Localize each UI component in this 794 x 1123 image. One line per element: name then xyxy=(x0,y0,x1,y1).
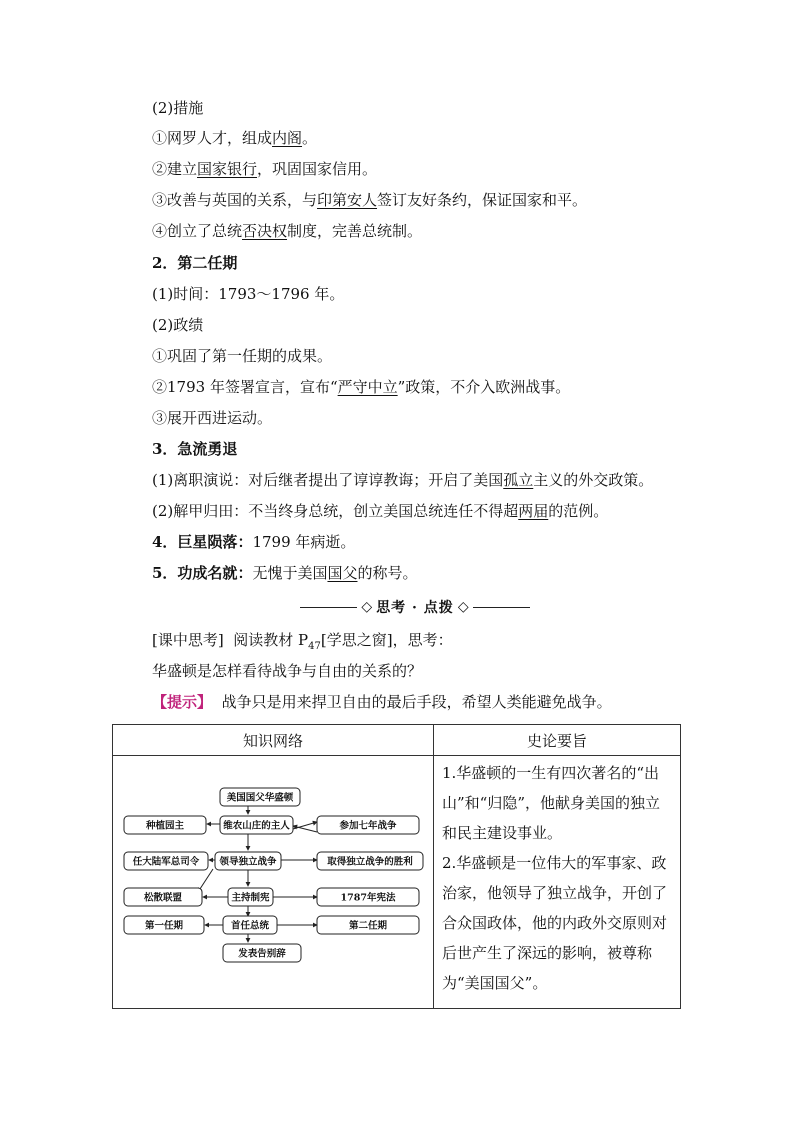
politics-item-1: ①巩固了第一任期的成果。 xyxy=(152,347,333,365)
think-tag: [课中思考] xyxy=(152,631,224,649)
node-first-label: 第一任期 xyxy=(144,920,184,932)
measure-item-1: ①网罗人才，组成内阁。 xyxy=(152,129,318,147)
measures-heading: (2)措施 xyxy=(152,99,204,117)
diamond-icon: ◇ xyxy=(361,599,373,615)
second-term-heading: 2．第二任期 xyxy=(152,254,238,272)
node-farm-label: 维农山庄的主人 xyxy=(223,820,290,832)
node-top-label: 美国国父华盛顿 xyxy=(226,792,294,804)
measure-item-3: ③改善与英国的关系，与印第安人签订友好条约，保证国家和平。 xyxy=(152,191,588,209)
measure-item-2: ②建立国家银行，巩固国家信用。 xyxy=(152,160,378,178)
node-commander-label: 任大陆军总司令 xyxy=(132,856,200,868)
node-confed-label: 松散联盟 xyxy=(143,892,183,904)
think-divider xyxy=(300,597,530,617)
table-header-network: 知识网络 xyxy=(113,725,434,756)
divider-title: 思考 · 点拨 xyxy=(376,600,454,616)
second-term-politics-heading: (2)政绩 xyxy=(152,316,204,334)
node-plant-label: 种植园主 xyxy=(145,820,185,832)
node-president-label: 首任总统 xyxy=(230,920,270,932)
node-constitution-lead-label: 主持制宪 xyxy=(231,892,270,904)
node-constitution-label: 1787年宪法 xyxy=(340,892,396,904)
summary-table xyxy=(112,724,681,1009)
politics-item-2: ②1793 年签署宣言，宣布“严守中立”政策，不介入欧洲战事。 xyxy=(152,378,571,396)
divider-rule-right xyxy=(473,607,530,608)
retire-heading: 3．急流勇退 xyxy=(152,440,238,458)
retire-item-1: (1)离职演说：对后继者提出了谆谆教诲；开启了美国孤立主义的外交政策。 xyxy=(152,471,654,489)
node-lead-label: 领导独立战争 xyxy=(219,856,277,868)
knowledge-network-cell xyxy=(113,756,434,1009)
essay-point-1: 1.华盛顿的一生有四次著名的“出山”和“归隐”，他献身美国的独立和民主建设事业。 xyxy=(442,764,661,842)
node-farewell-label: 发表告别辞 xyxy=(238,948,286,960)
node-victory-label: 取得独立战争的胜利 xyxy=(327,856,413,868)
achieve-line: 5．功成名就：无愧于美国国父的称号。 xyxy=(152,564,418,582)
essay-cell xyxy=(434,756,681,1009)
think-hint: 【提示】 战争只是用来捍卫自由的最后手段，希望人类能避免战争。 xyxy=(152,693,612,711)
knowledge-network-diagram xyxy=(113,756,433,1004)
hint-label: 【提示】 xyxy=(152,693,213,711)
divider-rule-left xyxy=(300,607,357,608)
fall-line: 4．巨星陨落：1799 年病逝。 xyxy=(152,533,356,551)
essay-point-2: 2.华盛顿是一位伟大的军事家、政治家，他领导了独立战争，开创了合众国政体，他的内政外交原则对后世产生了深远的影响，被尊称为“美国国父”。 xyxy=(442,854,668,992)
diamond-icon: ◇ xyxy=(457,599,469,615)
think-intro: [课中思考] 阅读教材 $P_{47}$[学思之窗]，思考： xyxy=(152,631,453,652)
node-second-label: 第二任期 xyxy=(348,920,388,932)
retire-item-2: (2)解甲归田：不当终身总统，创立美国总统连任不得超两届的范例。 xyxy=(152,502,609,520)
node-seven-label: 参加七年战争 xyxy=(339,820,397,832)
second-term-time: (1)时间：1793～1796 年。 xyxy=(152,285,345,303)
measure-item-4: ④创立了总统否决权制度，完善总统制。 xyxy=(152,222,423,240)
think-question: 华盛顿是怎样看待战争与自由的关系的？ xyxy=(152,662,423,680)
table-header-essay: 史论要旨 xyxy=(434,725,681,756)
politics-item-3: ③展开西进运动。 xyxy=(152,409,273,427)
